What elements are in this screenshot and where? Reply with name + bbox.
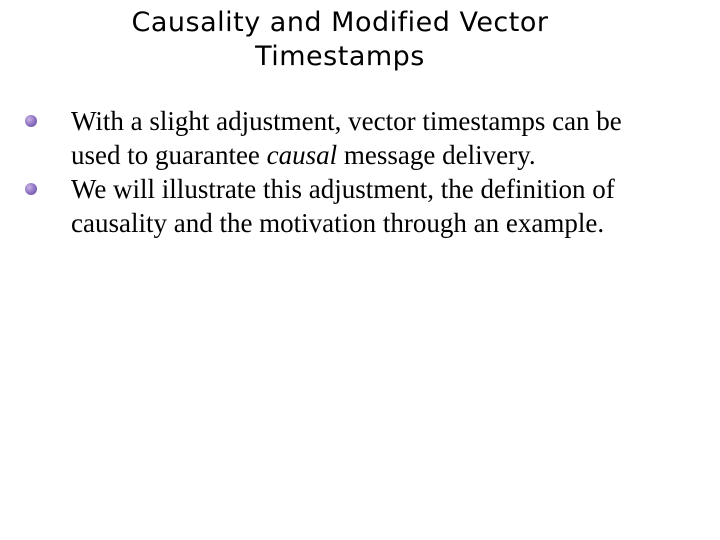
bullet-item <box>14 172 674 240</box>
bullet-text-after: message delivery. <box>337 140 536 170</box>
slide-title <box>40 6 640 74</box>
bullet-list <box>14 104 674 240</box>
bullet-dot-icon <box>25 115 37 127</box>
slide-title-line-1: Causality and Modified Vector <box>131 7 549 38</box>
bullet-dot-icon <box>25 183 37 195</box>
bullet-text-emphasis: causal <box>266 140 338 170</box>
bullet-item <box>14 104 674 172</box>
bullet-text-before: With a slight adjustment, vector timestamps can be used to guarantee <box>71 106 622 170</box>
bullet-text <box>71 106 622 170</box>
bullet-text: We will illustrate this adjustment, the definition of causality and the motivation through an example. <box>71 174 615 238</box>
slide-title-line-2: Timestamps <box>255 41 425 72</box>
